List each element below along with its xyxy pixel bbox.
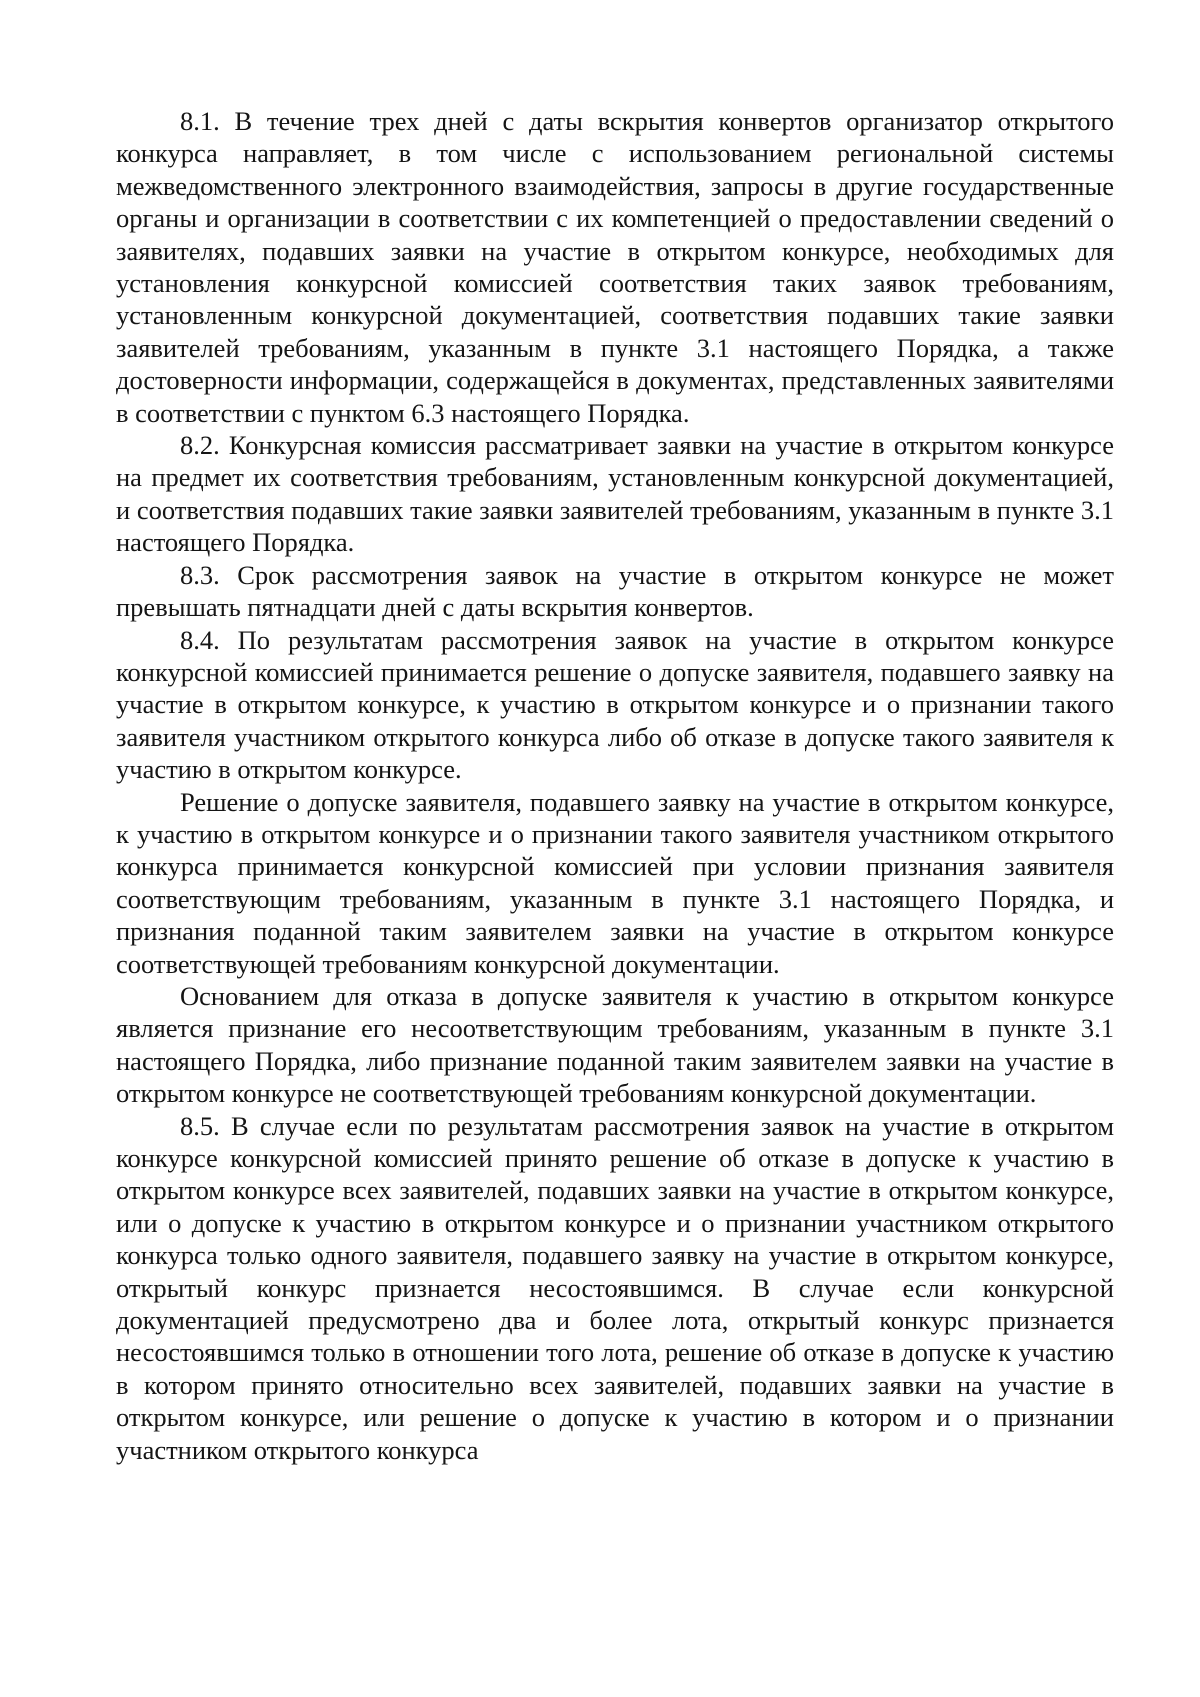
paragraph-8-1: 8.1. В течение трех дней с даты вскрытия конвертов организатор открытого конкурса направляет, в том числе с использованием региональной системы межведомственного электронного взаимодействия, запросы в другие государственные органы и организации в соответствии с их компетенцией о предоставлении сведений о заявителях, подавших заявки на участие в открытом конкурсе, необходимых для установления конкурсной комиссией соответствия таких заявок требованиям, установленным конкурсной документацией, соответствия подавших такие заявки заявителей требованиям, указанным в пункте 3.1 настоящего Порядка, а также достоверности информации, содержащейся в документах, представленных заявителями в соответствии с пунктом 6.3 настоящего Порядка.	[116, 106, 1114, 428]
paragraph-8-2: 8.2. Конкурсная комиссия рассматривает заявки на участие в открытом конкурсе на предмет их соответствия требованиям, установленным конкурсной документацией, и соответствия подавших такие заявки заявителей требованиям, указанным в пункте 3.1 настоящего Порядка.	[116, 430, 1114, 558]
document-body	[116, 105, 1114, 1466]
paragraph-8-4-refusal-grounds: Основанием для отказа в допуске заявителя к участию в открытом конкурсе является признание его несоответствующим требованиям, указанным в пункте 3.1 настоящего Порядка, либо признание поданной таким заявителем заявки на участие в открытом конкурсе не соответствующей требованиям конкурсной документации.	[116, 980, 1114, 1109]
paragraph-8-3: 8.3. Срок рассмотрения заявок на участие в открытом конкурсе не может превышать пятнадцати дней с даты вскрытия конвертов.	[116, 559, 1114, 623]
paragraph-8-4-decision: Решение о допуске заявителя, подавшего заявку на участие в открытом конкурсе, к участию в открытом конкурсе и о признании такого заявителя участником открытого конкурса принимается конкурсной комиссией при условии признания заявителя соответствующим требованиям, указанным в пункте 3.1 настоящего Порядка, и признания поданной таким заявителем заявки на участие в открытом конкурсе соответствующей требованиям конкурсной документации.	[116, 786, 1114, 979]
paragraph-8-4: 8.4. По результатам рассмотрения заявок на участие в открытом конкурсе конкурсной комиссией принимается решение о допуске заявителя, подавшего заявку на участие в открытом конкурсе, к участию в открытом конкурсе и о признании такого заявителя участником открытого конкурса либо об отказе в допуске такого заявителя к участию в открытом конкурсе.	[116, 624, 1114, 785]
paragraph-8-5: 8.5. В случае если по результатам рассмотрения заявок на участие в открытом конкурсе конкурсной комиссией принято решение об отказе в допуске к участию в открытом конкурсе всех заявителей, подавших заявки на участие в открытом конкурсе, или о допуске к участию в открытом конкурсе и о признании участником открытого конкурса только одного заявителя, подавшего заявку на участие в открытом конкурсе, открытый конкурс признается несостоявшимся. В случае если конкурсной документацией предусмотрено два и более лота, открытый конкурс признается несостоявшимся только в отношении того лота, решение об отказе в допуске к участию в котором принято относительно всех заявителей, подавших заявки на участие в открытом конкурсе, или решение о допуске к участию в котором и о признании участником открытого конкурса	[116, 1110, 1114, 1465]
